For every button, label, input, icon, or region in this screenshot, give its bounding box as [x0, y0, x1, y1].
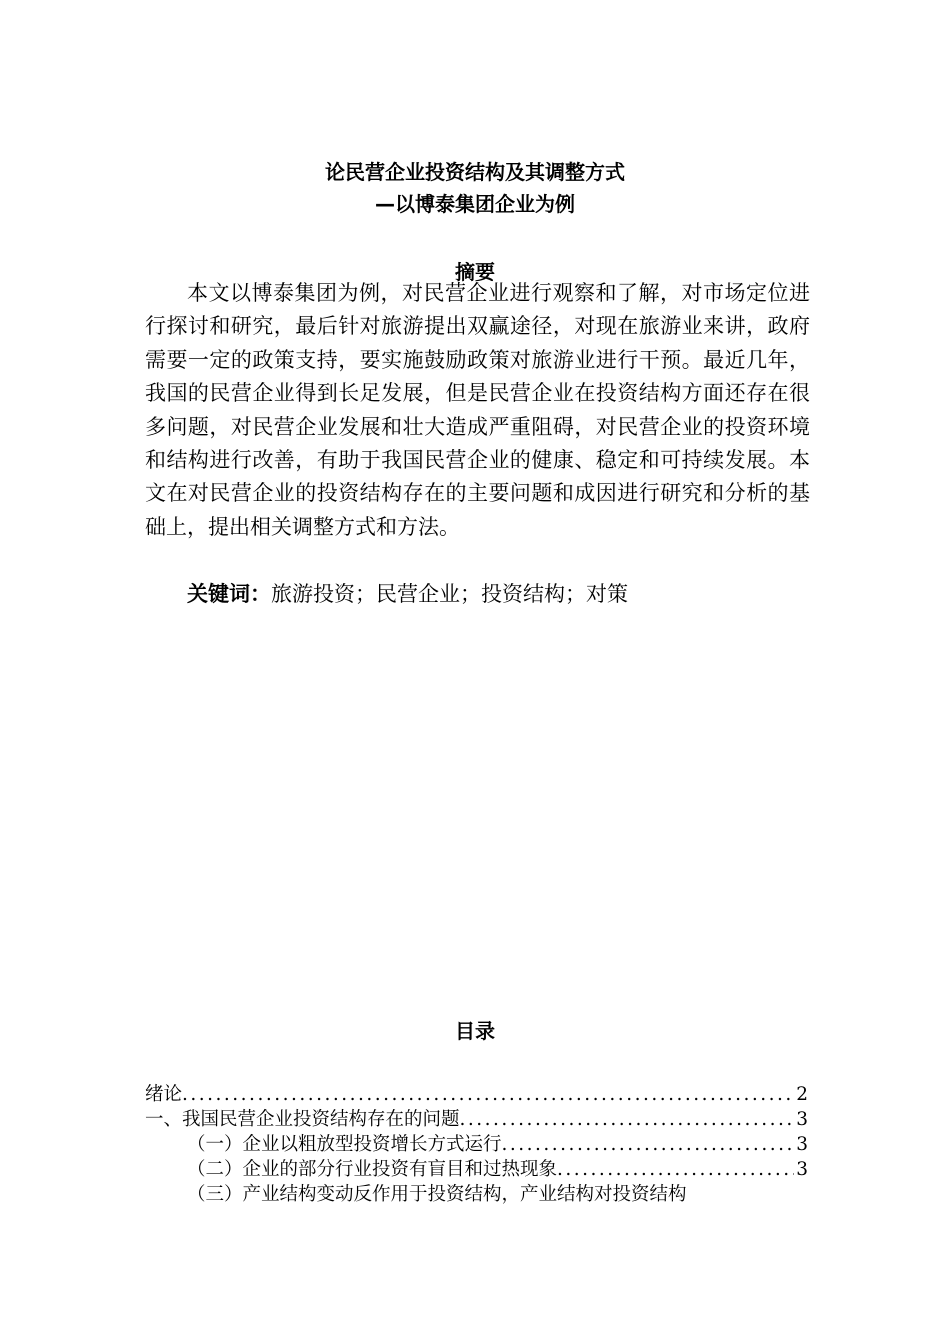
toc-entry-text: 一、我国民营企业投资结构存在的问题: [145, 1109, 460, 1130]
toc-leader-dots: [502, 1134, 795, 1155]
toc-entry-intro[interactable]: [145, 1080, 808, 1105]
toc-heading: 目录: [455, 1019, 495, 1043]
toc-entry-section-1-3[interactable]: [145, 1180, 808, 1205]
keywords-label: 关键词：: [187, 582, 271, 606]
toc-entry-text: （一）企业以粗放型投资增长方式运行: [187, 1134, 502, 1155]
table-of-contents: [145, 1080, 808, 1205]
toc-entry-text: （二）企业的部分行业投资有盲目和过热现象: [187, 1159, 558, 1180]
toc-entry-page: 2: [796, 1084, 808, 1105]
toc-entry-text: 绪论: [145, 1084, 183, 1105]
toc-entry-page: 3: [796, 1159, 808, 1180]
keywords-line: [187, 578, 628, 608]
document-subtitle: —以博泰集团企业为例: [375, 192, 575, 216]
document-title: 论民营企业投资结构及其调整方式: [325, 160, 625, 184]
abstract-body: 本文以博泰集团为例，对民营企业进行观察和了解，对市场定位进行探讨和研究，最后针对旅游提出双赢途径，对现在旅游业来讲，政府需要一定的政策支持，要实施鼓励政策对旅游业进行干预。最近几年，我国的民营企业得到长足发展，但是民营企业在投资结构方面还存在很多问题，对民营企业发展和壮大造成严重阻碍，对民营企业的投资环境和结构进行改善，有助于我国民营企业的健康、稳定和可持续发展。本文在对民营企业的投资结构存在的主要问题和成因进行研究和分析的基础上，提出相关调整方式和方法。: [145, 281, 810, 539]
toc-entry-section-1-1[interactable]: [145, 1130, 808, 1155]
toc-leader-dots: [557, 1159, 794, 1180]
abstract-heading: 摘要: [455, 260, 495, 284]
toc-entry-chapter-1[interactable]: [145, 1105, 808, 1130]
toc-entry-section-1-2[interactable]: [145, 1155, 808, 1180]
toc-entry-page: 3: [796, 1134, 808, 1155]
toc-entry-page: 3: [796, 1109, 808, 1130]
toc-leader-dots: [182, 1084, 794, 1105]
toc-leader-dots: [460, 1109, 795, 1130]
toc-entry-text: （三）产业结构变动反作用于投资结构，产业结构对投资结构: [187, 1184, 687, 1205]
keywords-text: 旅游投资；民营企业；投资结构；对策: [271, 582, 628, 606]
